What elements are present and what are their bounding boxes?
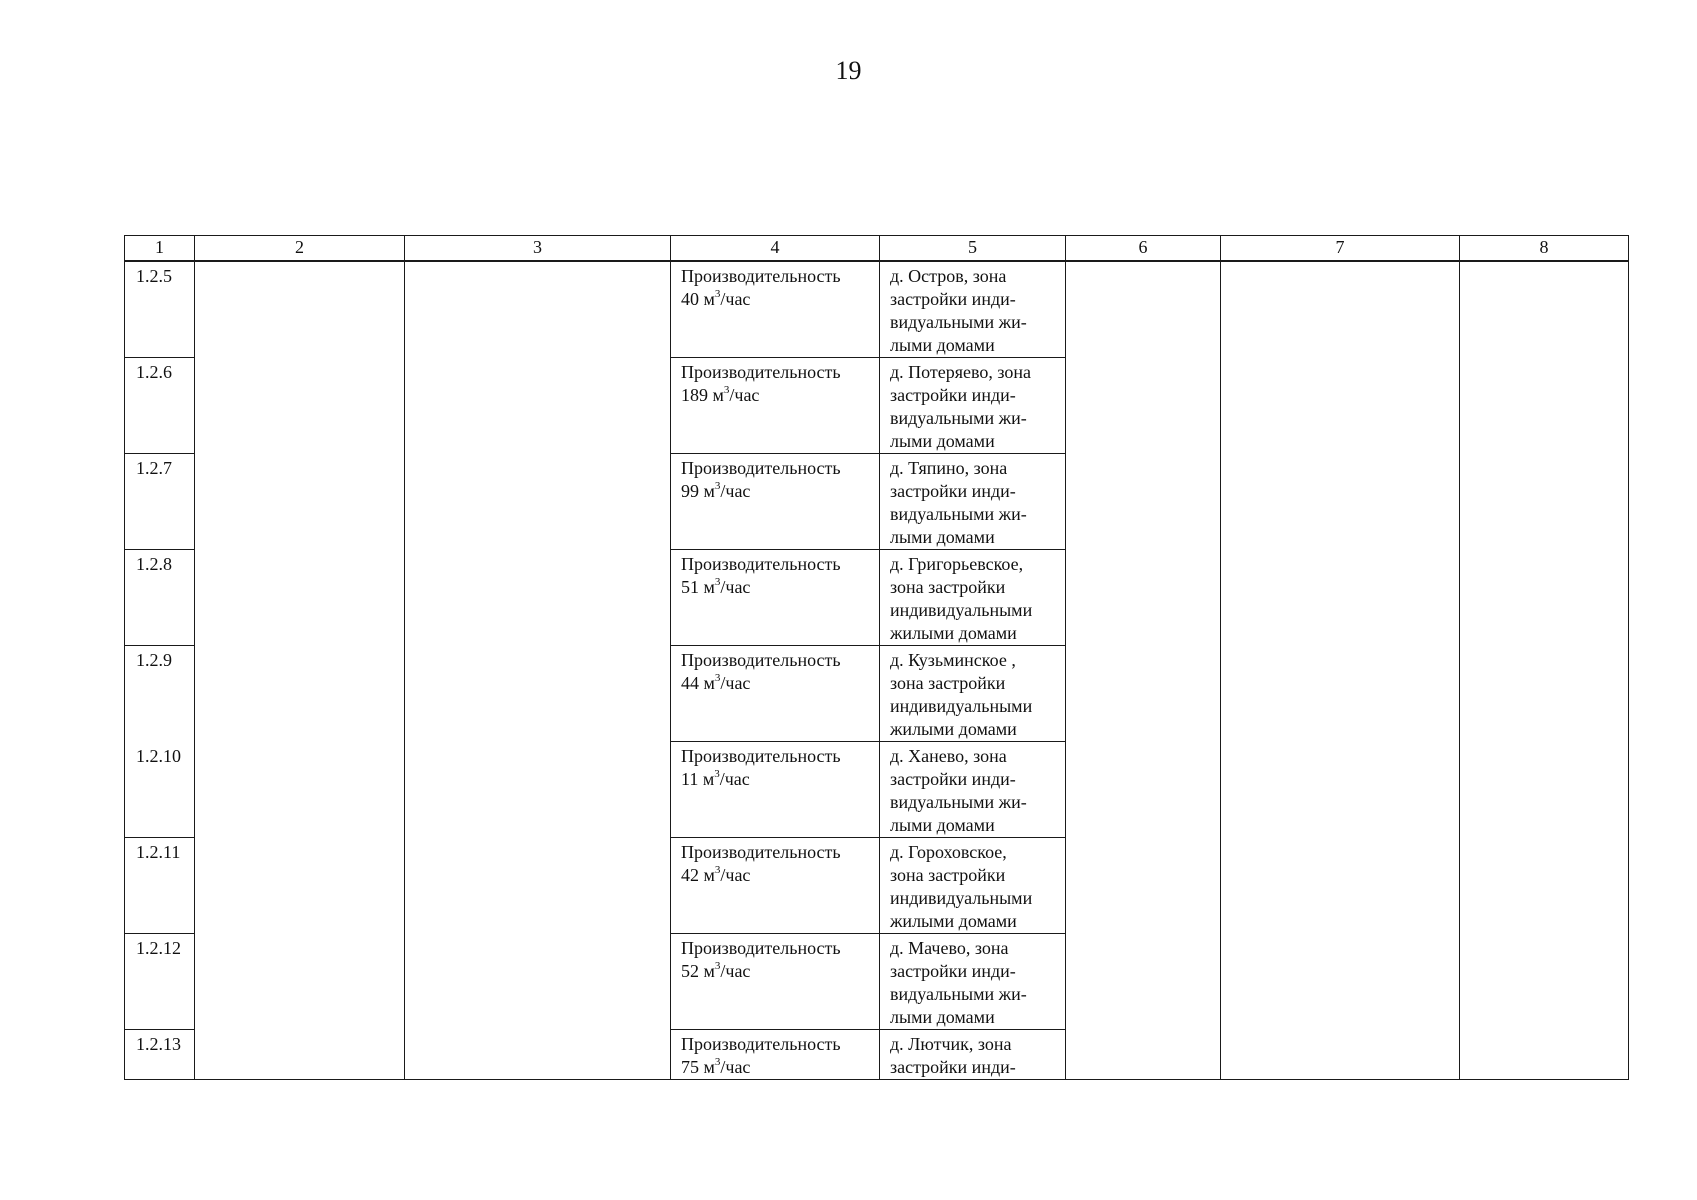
location-line: д. Мачево, зона [890,938,1009,958]
row-number: 1.2.11 [125,838,195,934]
location-line: застройки инди- [890,289,1016,309]
unit-superscript: 3 [723,384,730,396]
capacity-cell [671,1030,880,1080]
capacity-cell [671,646,880,742]
location-line: застройки инди- [890,481,1016,501]
location-cell [880,261,1066,358]
location-line: жилыми домами [890,719,1017,739]
location-line: зона застройки [890,865,1006,885]
location-line: индивидуальными [890,600,1033,620]
location-line: видуальными жи- [890,408,1027,428]
table-body [125,261,1629,1080]
header-cell-7: 7 [1221,236,1460,262]
capacity-cell [671,358,880,454]
page-number: 19 [835,56,862,85]
capacity-cell [671,838,880,934]
location-line: д. Потеряево, зона [890,362,1032,382]
capacity-value: 42 $м^3$/час [681,864,751,885]
row-number: 1.2.13 [125,1030,195,1080]
location-line: д. Гороховское, [890,842,1007,862]
row-number: 1.2.6 [125,358,195,454]
capacity-value: 44 $м^3$/час [681,672,751,693]
location-line: видуальными жи- [890,312,1027,332]
col-6-cell [1066,261,1221,1080]
header-cell-8: 8 [1460,236,1629,262]
location-cell [880,646,1066,742]
unit-superscript: 3 [714,1056,721,1068]
location-line: д. Григорьевское, [890,554,1024,574]
location-line: д. Кузьминское , [890,650,1016,670]
location-line: застройки инди- [890,961,1016,981]
unit-superscript: 3 [714,288,721,300]
location-line: жилыми домами [890,623,1017,643]
unit-superscript: 3 [714,576,721,588]
unit-superscript: 3 [714,864,721,876]
location-line: д. Тяпино, зона [890,458,1008,478]
capacity-cell [671,742,880,838]
location-line: жилыми домами [890,911,1017,931]
col-3-cell [405,261,671,1080]
row-number: 1.2.7 [125,454,195,550]
location-line: видуальными жи- [890,504,1027,524]
location-cell [880,934,1066,1030]
capacity-value: 189 $м^3$/час [681,384,760,405]
capacity-value: 11 $м^3$/час [681,768,750,789]
header-cell-3: 3 [405,236,671,262]
row-number: 1.2.12 [125,934,195,1030]
capacity-label: Производительность [681,746,841,766]
capacity-value: 40 $м^3$/час [681,288,751,309]
capacity-cell [671,261,880,358]
header-cell-1: 1 [125,236,195,262]
row-number: 1.2.5 [125,261,195,358]
capacity-label: Производительность [681,650,841,670]
location-cell [880,742,1066,838]
data-table [124,235,1629,1080]
location-line: д. Ханево, зона [890,746,1007,766]
capacity-label: Производительность [681,842,841,862]
location-line: застройки инди- [890,769,1016,789]
capacity-label: Производительность [681,458,841,478]
location-cell [880,1030,1066,1080]
location-line: зона застройки [890,673,1006,693]
location-line: лыми домами [890,431,995,451]
capacity-label: Производительность [681,938,841,958]
capacity-value: 51 $м^3$/час [681,576,751,597]
unit-superscript: 3 [714,960,721,972]
header-cell-5: 5 [880,236,1066,262]
header-cell-6: 6 [1066,236,1221,262]
col-2-cell [195,261,405,1080]
row-number: 1.2.10 [125,742,195,838]
capacity-label: Производительность [681,554,841,574]
capacity-value: 52 $м^3$/час [681,960,751,981]
col-7-cell [1221,261,1460,1080]
location-cell [880,358,1066,454]
unit-superscript: 3 [714,672,721,684]
capacity-cell [671,550,880,646]
location-line: застройки инди- [890,385,1016,405]
unit-superscript: 3 [714,768,720,780]
location-line: д. Лютчик, зона [890,1034,1012,1054]
location-line: лыми домами [890,527,995,547]
location-line: видуальными жи- [890,984,1027,1004]
location-line: д. Остров, зона [890,266,1007,286]
table-row [125,261,1629,358]
location-line: зона застройки [890,577,1006,597]
location-line: видуальными жи- [890,792,1027,812]
capacity-value: 75 $м^3$/час [681,1056,751,1077]
capacity-value: 99 $м^3$/час [681,480,751,501]
capacity-cell [671,454,880,550]
row-number: 1.2.9 [125,646,195,742]
capacity-label: Производительность [681,266,841,286]
location-line: индивидуальными [890,696,1033,716]
capacity-cell [671,934,880,1030]
col-8-cell [1460,261,1629,1080]
location-line: индивидуальными [890,888,1033,908]
location-line: лыми домами [890,335,995,355]
header-cell-4: 4 [671,236,880,262]
header-cell-2: 2 [195,236,405,262]
location-cell [880,550,1066,646]
location-cell [880,838,1066,934]
capacity-label: Производительность [681,362,841,382]
row-number: 1.2.8 [125,550,195,646]
unit-superscript: 3 [714,480,721,492]
location-line: застройки инди- [890,1057,1016,1077]
location-line: лыми домами [890,1007,995,1027]
location-cell [880,454,1066,550]
capacity-label: Производительность [681,1034,841,1054]
location-line: лыми домами [890,815,995,835]
header-row [125,236,1629,262]
